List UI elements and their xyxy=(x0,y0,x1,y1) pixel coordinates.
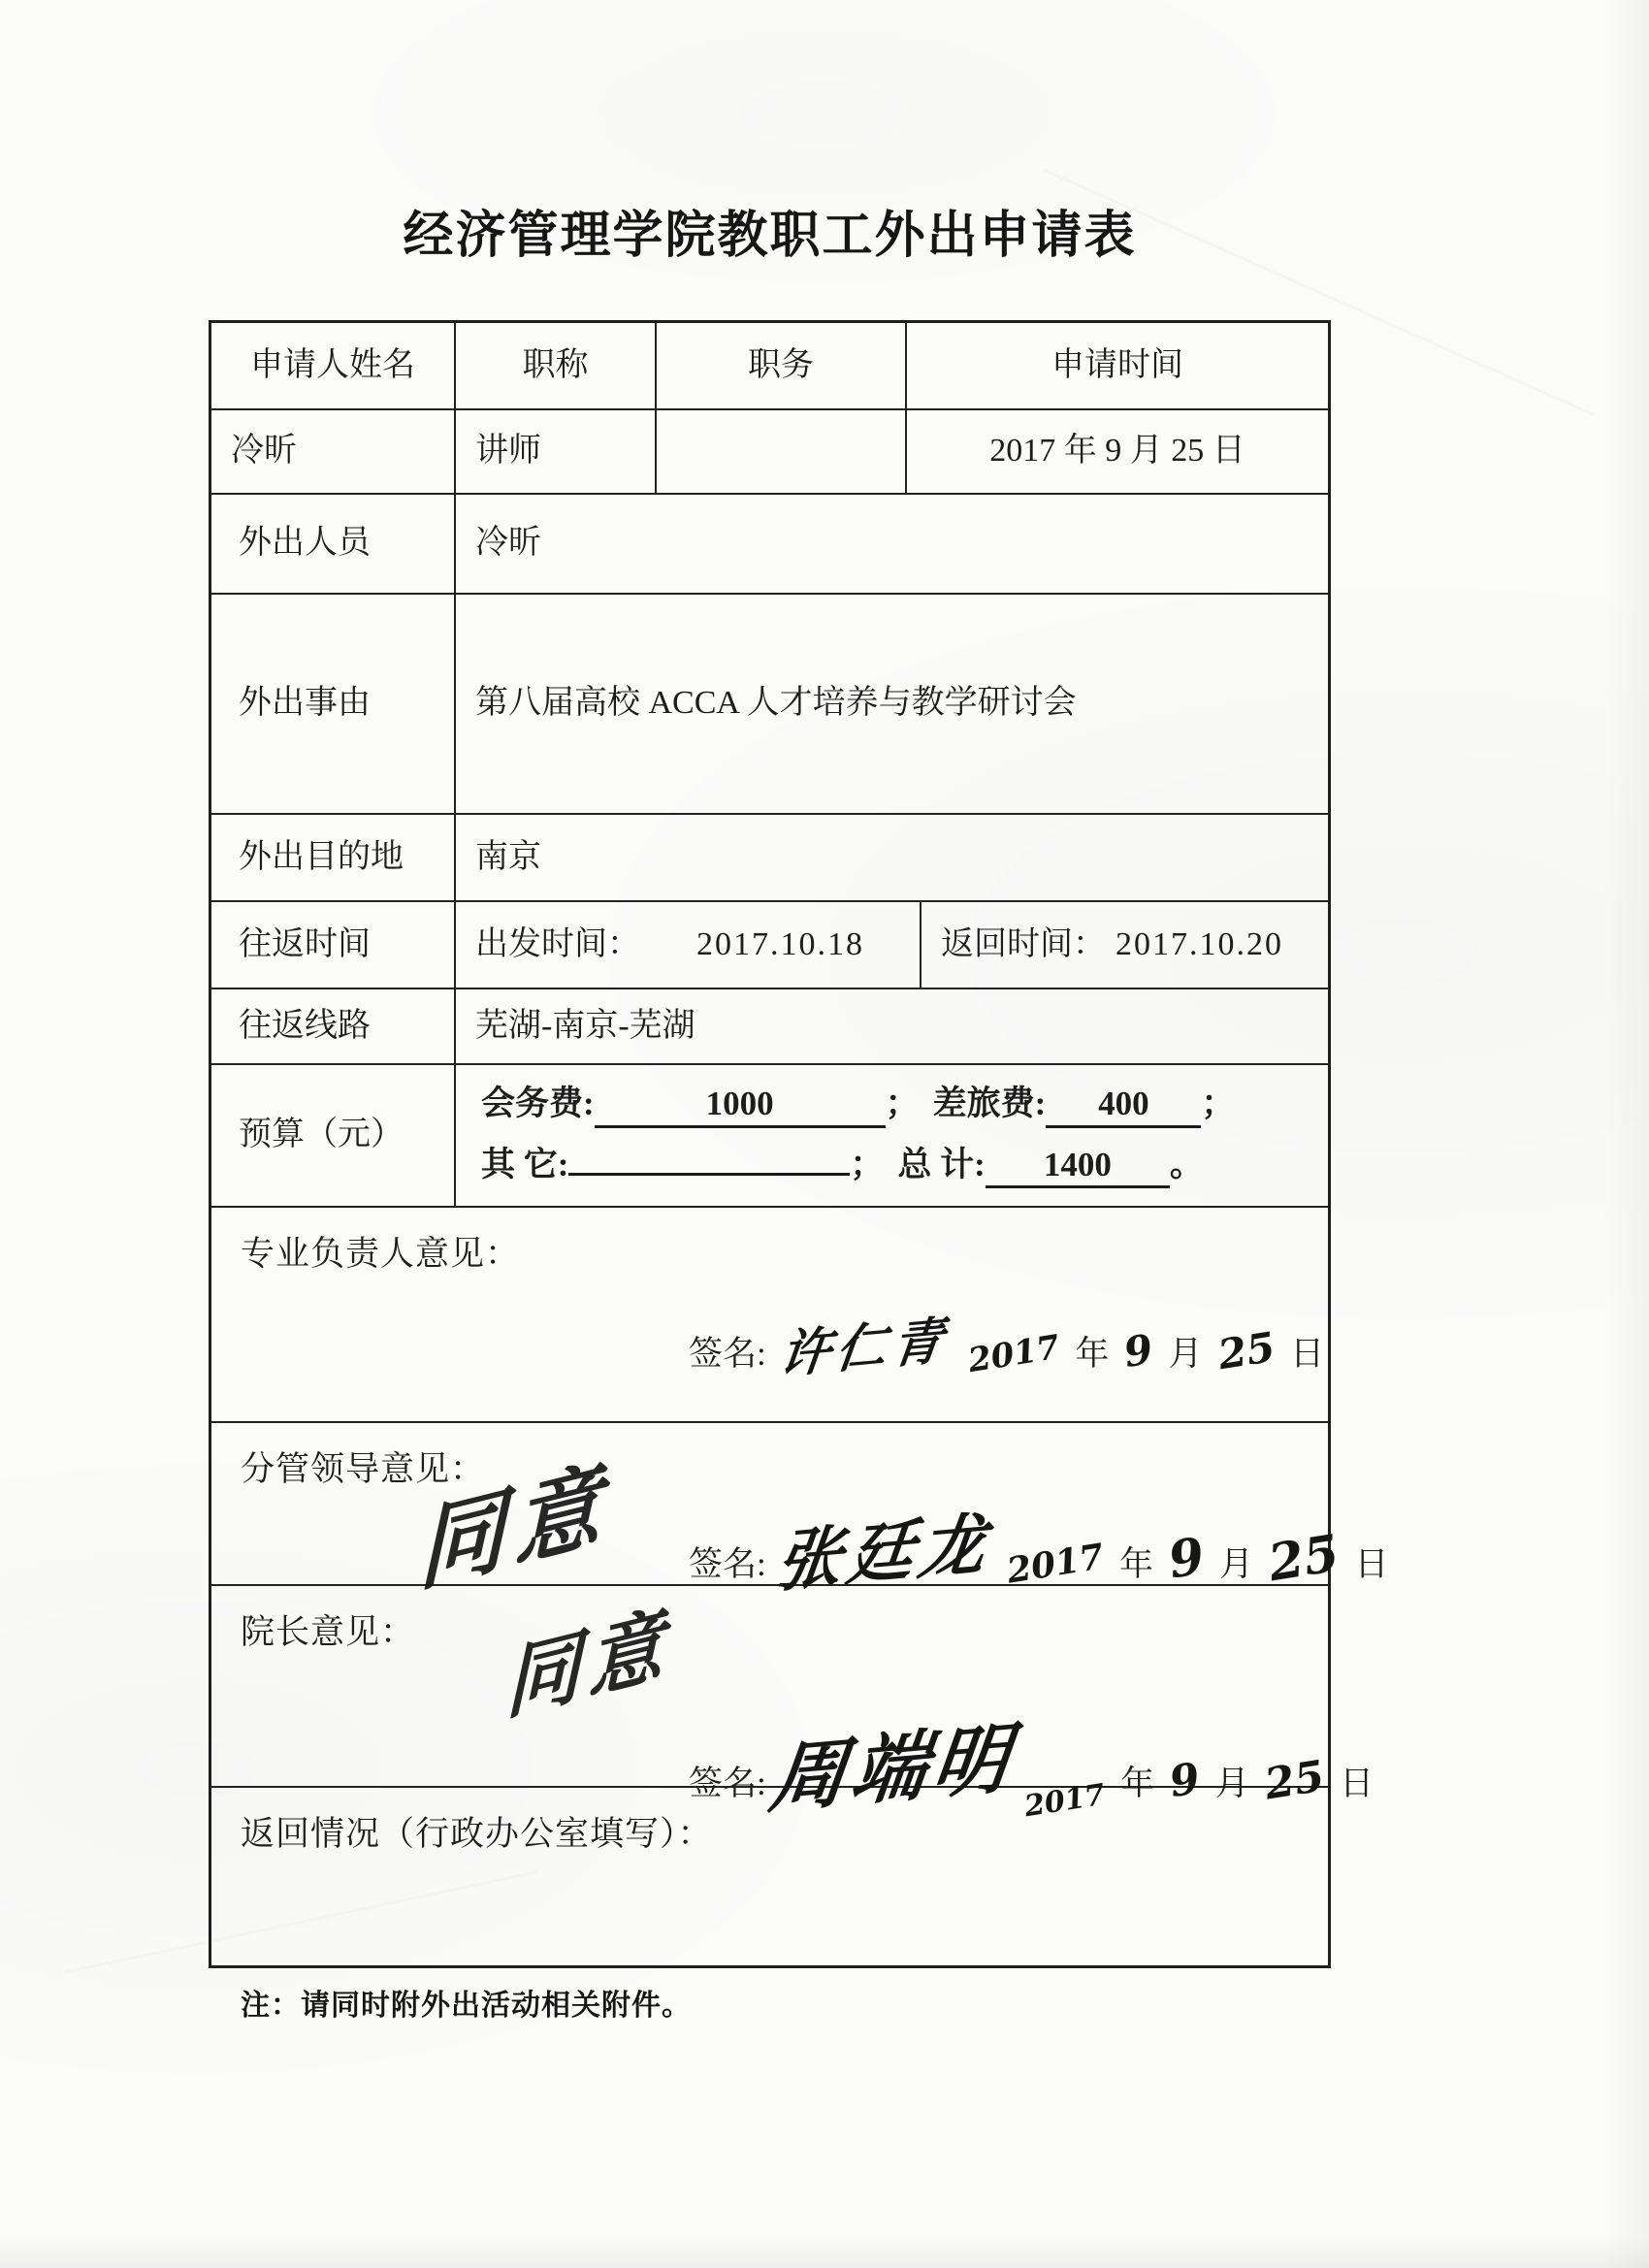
header-duty: 职务 xyxy=(655,323,905,408)
supervisor-opinion-row xyxy=(211,1206,1328,1421)
sign-label: 签名: xyxy=(689,1545,766,1583)
travel-fee-value: 400 xyxy=(1046,1083,1201,1128)
leader-year-num: 2017 xyxy=(1004,1536,1107,1592)
dean-signature: 周端明 xyxy=(764,1713,1019,1825)
leader-opinion-row xyxy=(211,1421,1389,1605)
day-char: 日 xyxy=(1290,1335,1325,1373)
dean-opinion-row xyxy=(211,1584,1374,1825)
out-person-label: 外出人员 xyxy=(239,525,371,562)
month-char: 月 xyxy=(1219,1545,1254,1583)
budget-label: 预算（元） xyxy=(239,1117,404,1153)
other-fee-value xyxy=(568,1173,850,1176)
dean-day-num: 25 xyxy=(1261,1751,1328,1810)
year-char: 年 xyxy=(1120,1765,1155,1802)
year-char: 年 xyxy=(1118,1545,1153,1583)
out-reason-row xyxy=(211,593,1328,813)
year-char: 年 xyxy=(1075,1335,1110,1373)
out-reason-label: 外出事由 xyxy=(239,685,371,722)
dean-opinion-label: 院长意见： xyxy=(241,1613,416,1651)
budget-line-1 xyxy=(481,1083,1235,1128)
header-apply-time: 申请时间 xyxy=(905,323,1328,408)
leader-day-num: 25 xyxy=(1264,1523,1343,1594)
dean-opinion-cell xyxy=(211,1586,1374,1825)
out-person-value: 冷昕 xyxy=(454,495,1328,593)
budget-detail-cell xyxy=(454,1065,1328,1206)
conference-fee-value: 1000 xyxy=(595,1083,886,1128)
footnote: 注：请同时附外出活动相关附件。 xyxy=(241,1990,692,2022)
conference-fee-label: 会务费: xyxy=(481,1084,595,1122)
table-header-row xyxy=(211,323,1328,408)
round-trip-label: 往返时间 xyxy=(239,925,371,962)
depart-time-value: 2017.10.18 xyxy=(696,925,864,962)
sign-label: 签名: xyxy=(689,1335,766,1373)
dean-year-num: 2017 xyxy=(1021,1777,1108,1825)
supervisor-signature-line xyxy=(689,1310,1334,1386)
dean-month-num: 9 xyxy=(1166,1753,1204,1808)
application-form-table xyxy=(209,320,1389,1968)
total-fee-label: 总 计: xyxy=(897,1145,986,1183)
header-applicant-name: 申请人姓名 xyxy=(250,346,415,383)
applicant-name-value: 冷昕 xyxy=(231,433,297,470)
route-label: 往返线路 xyxy=(239,1007,371,1044)
depart-time-label: 出发时间： xyxy=(475,925,640,962)
destination-row xyxy=(211,813,1328,900)
separator: ； xyxy=(885,1084,920,1122)
budget-row xyxy=(211,1063,1328,1206)
depart-time-cell xyxy=(454,902,920,988)
supervisor-signature: 许仁青 xyxy=(776,1310,953,1386)
dean-approval-handwriting: 同意 xyxy=(504,1596,671,1732)
budget-line-2 xyxy=(481,1144,1204,1189)
destination-label: 外出目的地 xyxy=(239,838,404,875)
leader-opinion-label: 分管领导意见： xyxy=(241,1450,486,1488)
day-char: 日 xyxy=(1354,1545,1389,1583)
applicant-values-row xyxy=(211,408,1328,493)
supervisor-opinion-cell xyxy=(211,1208,1328,1421)
page-title: 经济管理学院教职工外出申请表 xyxy=(403,209,1137,264)
other-fee-label: 其 它: xyxy=(481,1145,569,1183)
supervisor-month-num: 9 xyxy=(1120,1325,1157,1377)
paper-edge-shadow xyxy=(0,2235,1649,2268)
sign-label: 签名: xyxy=(689,1765,766,1802)
destination-value: 南京 xyxy=(454,815,1328,900)
leader-signature: 张廷龙 xyxy=(771,1504,996,1603)
route-value: 芜湖-南京-芜湖 xyxy=(454,989,1328,1063)
period-mark: 。 xyxy=(1169,1145,1204,1183)
round-trip-row xyxy=(211,900,1328,988)
separator: ； xyxy=(1201,1084,1236,1122)
return-info-label: 返回情况（行政办公室填写）： xyxy=(241,1815,713,1853)
return-time-label: 返回时间： xyxy=(941,925,1106,962)
leader-month-num: 9 xyxy=(1164,1526,1209,1591)
day-char: 日 xyxy=(1340,1765,1374,1802)
supervisor-opinion-label: 专业负责人意见： xyxy=(241,1235,521,1273)
out-reason-value: 第八届高校 ACCA 人才培养与教学研讨会 xyxy=(454,595,1328,813)
separator: ； xyxy=(850,1145,885,1183)
applicant-rank-value: 讲师 xyxy=(454,410,655,493)
month-char: 月 xyxy=(1214,1765,1249,1802)
applicant-date-value: 2017 年 9 月 25 日 xyxy=(905,410,1328,493)
header-rank: 职称 xyxy=(454,323,655,408)
leader-approval-handwriting: 同意 xyxy=(418,1448,610,1605)
month-char: 月 xyxy=(1168,1335,1203,1373)
total-fee-value: 1400 xyxy=(986,1144,1170,1189)
supervisor-day-num: 25 xyxy=(1214,1322,1278,1379)
return-time-value: 2017.10.20 xyxy=(1116,925,1283,962)
dean-signature-line xyxy=(689,1713,1383,1825)
out-person-row xyxy=(211,493,1328,593)
route-row xyxy=(211,988,1328,1063)
supervisor-year-num: 2017 xyxy=(965,1327,1062,1381)
travel-fee-label: 差旅费: xyxy=(932,1084,1047,1122)
applicant-duty-value xyxy=(655,410,905,493)
return-time-cell xyxy=(920,902,1328,988)
leader-signature-line xyxy=(689,1504,1399,1603)
paper-edge-shadow xyxy=(1602,0,1649,2268)
leader-opinion-cell xyxy=(211,1423,1389,1605)
